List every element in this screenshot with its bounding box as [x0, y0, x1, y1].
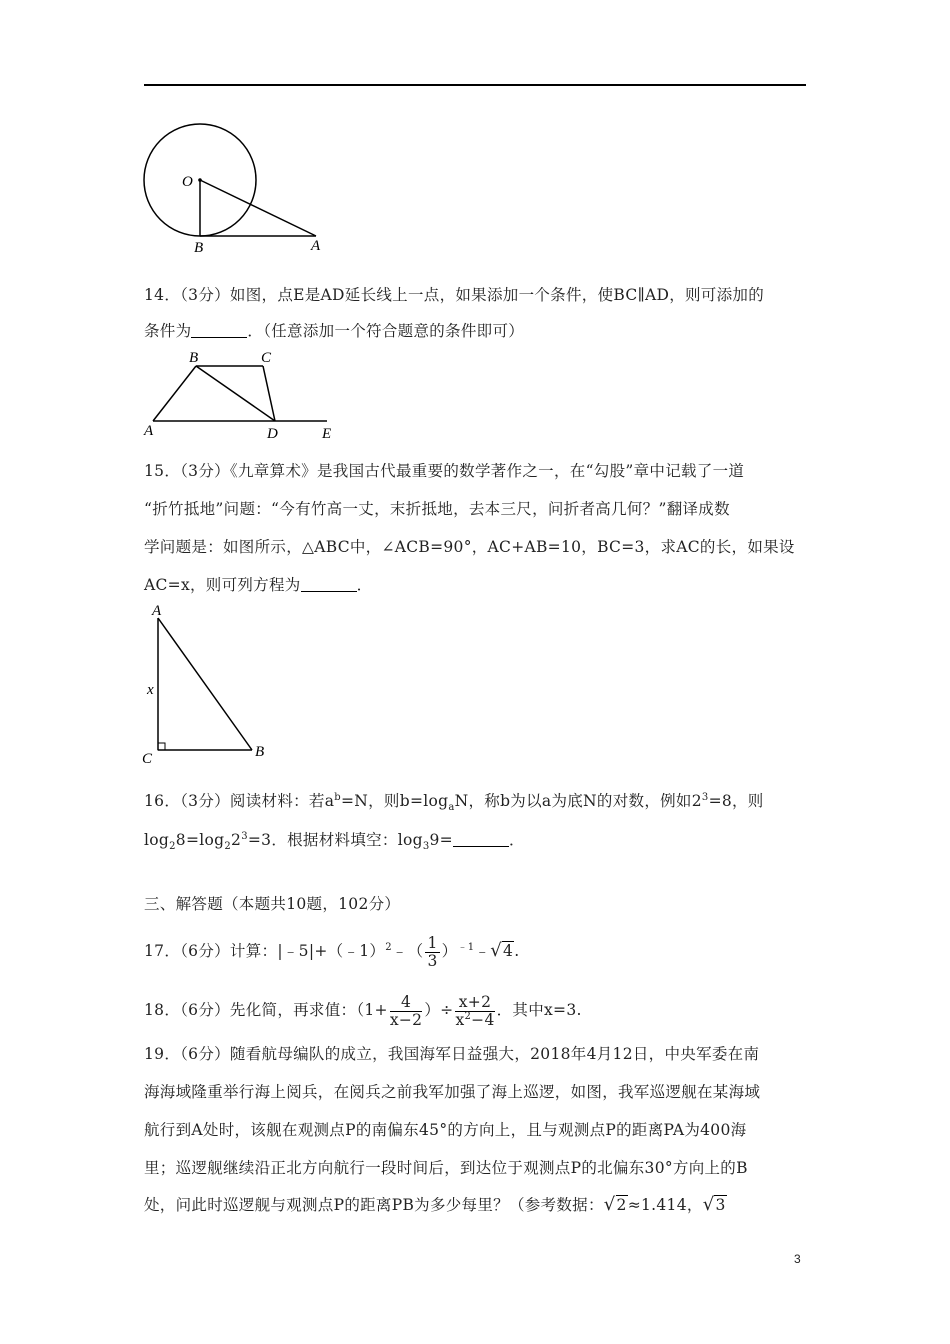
q17-sup-neg1: ﹣1 [457, 941, 475, 953]
q18-line [144, 988, 582, 1032]
trapezoid-diagram [140, 348, 350, 444]
label-x: x [147, 682, 154, 698]
right-angle-mark [158, 743, 165, 750]
q16-sub-1: 2 [169, 841, 176, 853]
q19-line4: 里；巡逻舰继续沿正北方向航行一段时间后，到达位于观测点P的北偏东30°方向上的B [144, 1159, 748, 1177]
q18-numerator2: x+2 [455, 994, 494, 1011]
q18-prefix: 18．（6分）先化简，再求值：（1+ [144, 1001, 388, 1019]
q18-mid: ）÷ [424, 1001, 454, 1019]
q18-suffix: ．其中x=3. [496, 1001, 582, 1019]
q17-end: . [514, 942, 520, 960]
label-c: C [142, 751, 153, 767]
q16-text-a: 16．（3分）阅读材料：若a [144, 792, 335, 810]
q19-text-a: 处，问此时巡逻舰与观测点P的距离PB为多少每里？（参考数据： [144, 1196, 604, 1214]
q15-line1: 15．（3分）《九章算术》是我国古代最重要的数学著作之一，在“勾股”章中记载了一道 [144, 462, 745, 480]
q14-text-a: 条件为 [144, 322, 192, 340]
q18-denominator1: x−2 [389, 1010, 423, 1029]
q15-answer-blank[interactable] [301, 575, 357, 592]
q16-sup: 3 [241, 830, 248, 842]
segment-ab [158, 618, 252, 750]
center-point [198, 178, 202, 182]
q18-denominator2 [455, 1012, 494, 1028]
q16-text-b: =N，则b=log [340, 792, 449, 810]
label-e: E [322, 426, 332, 442]
q16-line1 [144, 789, 764, 813]
q16-log-a: log [144, 831, 170, 849]
q17-radicand: 4 [503, 942, 514, 960]
sqrt-icon: √ [702, 1194, 715, 1215]
segment-bd [196, 366, 275, 421]
q17-prefix: 17．（6分）计算：|﹣5|+（﹣1） [144, 942, 386, 960]
label-a: A [152, 603, 162, 619]
label-b: B [189, 350, 199, 366]
figure-trapezoid [140, 348, 350, 444]
figure-circle-tangent [140, 120, 340, 260]
header-rule [144, 84, 806, 86]
circle-tangent-diagram [140, 120, 340, 260]
q18-den2-b: −4 [471, 1010, 495, 1029]
q19-line3: 航行到A处时，该舰在观测点P的南偏东45°的方向上，且与观测点P的距离PA为400海 [144, 1121, 747, 1139]
q16-sub-2: 2 [224, 841, 232, 853]
q17-line [144, 931, 519, 971]
q16-sub-a: a [448, 802, 455, 814]
q15-text-b: ． [356, 576, 373, 594]
label-o: O [182, 174, 193, 190]
q16-sub-3: 3 [422, 841, 430, 853]
q15-line2: “折竹抵地”问题：“今有竹高一丈，末折抵地，去本三尺，问折者高几何？”翻译成数 [144, 500, 730, 518]
q19-sqrt3: 3 [715, 1196, 726, 1214]
segment-ab [153, 366, 196, 421]
q16-log-f: ． [508, 831, 525, 849]
page-number: 3 [794, 1252, 801, 1266]
section-heading: 三、解答题（本题共10题，102分） [144, 895, 401, 913]
q17-close: ） [441, 942, 458, 960]
q16-answer-blank[interactable] [453, 830, 509, 847]
q15-line4 [144, 573, 372, 597]
q14-text-b: ．（任意添加一个符合题意的条件即可） [247, 322, 525, 340]
q17-fraction [425, 935, 439, 969]
q19-line2: 海海域隆重举行海上阅兵，在阅兵之前我军加强了海上巡逻，如图，我军巡逻舰在某海域 [144, 1083, 761, 1101]
label-a: A [311, 238, 321, 254]
q17-mid: ﹣（ [391, 942, 424, 960]
q17-minus: ﹣ [474, 942, 491, 960]
q19-line5 [144, 1193, 727, 1217]
q19-sqrt2: 2 [616, 1196, 627, 1214]
q16-log-e: 9= [429, 831, 453, 849]
label-d: D [267, 426, 278, 442]
q17-numerator: 1 [427, 934, 438, 953]
figure-right-triangle [138, 600, 278, 770]
q18-den2-a: x [455, 1010, 465, 1029]
q18-numerator1: 4 [390, 994, 423, 1011]
q19-line1: 19．（6分）随看航母编队的成立，我国海军日益强大，2018年4月12日，中央军委在南 [144, 1045, 760, 1063]
q18-fraction2 [455, 994, 494, 1028]
sqrt-icon: √ [490, 940, 503, 961]
q16-sup-3: 3 [701, 791, 709, 803]
q16-text-c: N，称b为以a为底N的对数，例如2 [454, 792, 702, 810]
label-c: C [261, 350, 272, 366]
q16-sup-b: b [334, 791, 341, 803]
q18-den2-sup: 2 [464, 1010, 472, 1022]
q17-sup2: 2 [385, 941, 392, 953]
right-triangle-diagram [138, 600, 278, 770]
q15-line3: 学问题是：如图所示，△ABC中，∠ACB=90°，AC+AB=10，BC=3，求AC的长，如果设 [144, 538, 795, 556]
q16-log-d: =3．根据材料填空：log [247, 831, 423, 849]
q16-line2 [144, 828, 525, 852]
q18-fraction1 [390, 994, 423, 1028]
q14-line1: 14．（3分）如图，点E是AD延长线上一点，如果添加一个条件，使BC∥AD，则可添加的 [144, 286, 764, 304]
q16-log-b: 8=log [175, 831, 225, 849]
q16-log-c: 2 [231, 831, 242, 849]
q14-answer-blank[interactable] [191, 321, 247, 338]
q15-text-a: AC=x，则可列方程为 [144, 576, 301, 594]
label-b: B [194, 240, 204, 256]
label-a: A [144, 423, 154, 439]
label-b: B [255, 744, 265, 760]
q17-denominator: 3 [427, 951, 438, 970]
segment-cd [263, 366, 275, 421]
segment-oa [200, 180, 316, 236]
q19-text-b: ≈1.414， [627, 1196, 703, 1214]
q14-line2 [144, 319, 524, 343]
q16-text-d: =8，则 [708, 792, 764, 810]
sqrt-icon: √ [603, 1194, 616, 1215]
